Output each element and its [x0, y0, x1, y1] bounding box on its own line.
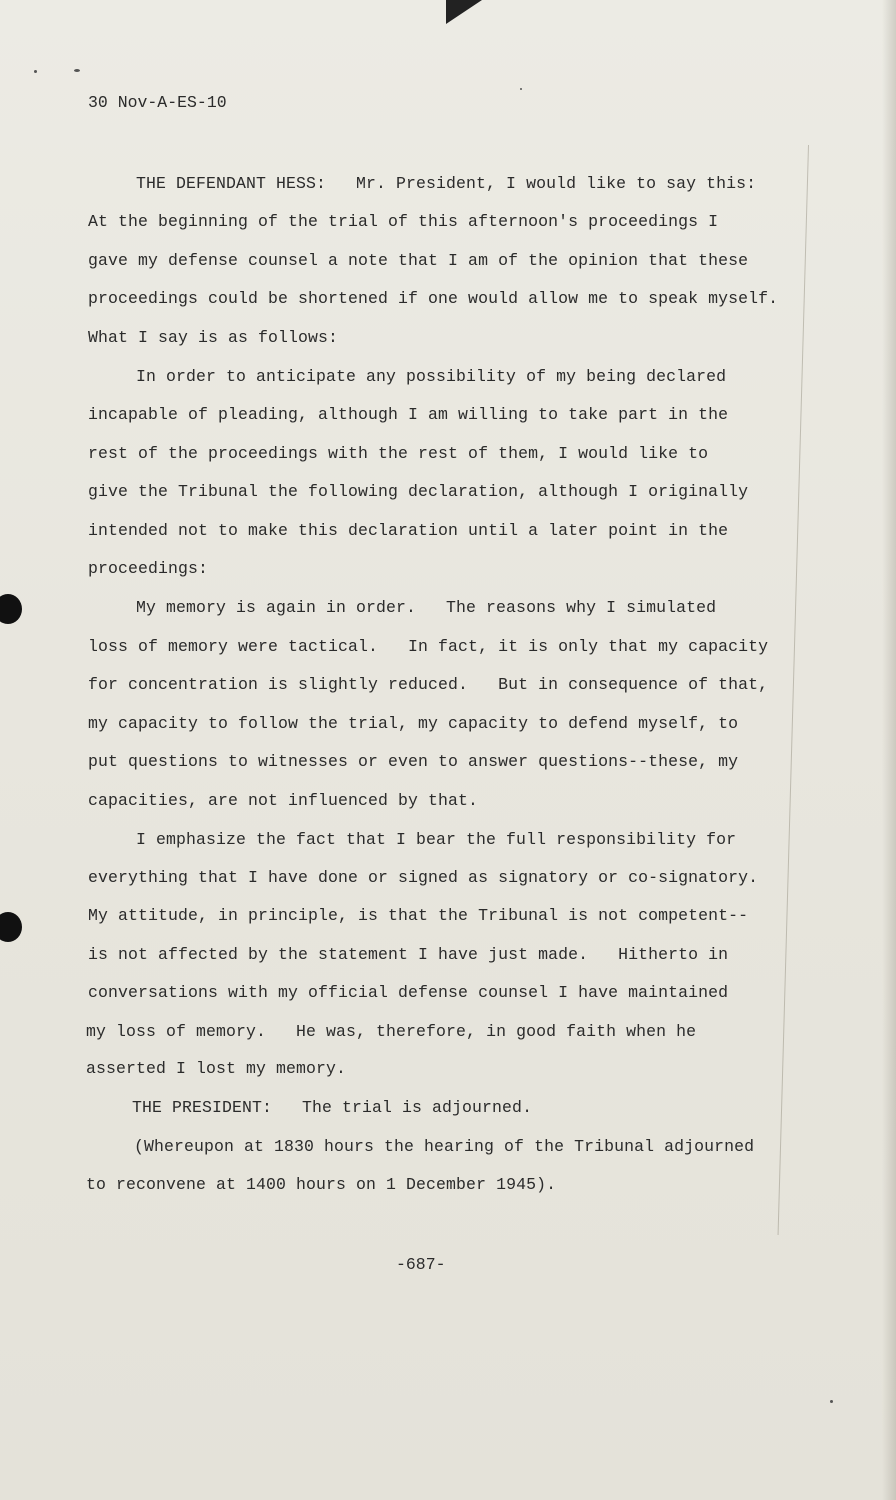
text-line: is not affected by the statement I have just made. Hitherto in [88, 945, 729, 964]
text-line: conversations with my official defense counsel I have maintained [88, 983, 729, 1002]
text-line: (Whereupon at 1830 hours the hearing of the Tribunal adjourned [134, 1137, 755, 1156]
text-line: put questions to witnesses or even to answer questions--these, my [88, 752, 739, 771]
text-line: asserted I lost my memory. [86, 1059, 347, 1078]
text-line: proceedings could be shortened if one would allow me to speak myself. [88, 289, 779, 308]
ink-speck [74, 69, 80, 72]
ink-speck [34, 70, 37, 73]
page-number: -687- [396, 1255, 446, 1274]
page-edge-shadow [882, 0, 896, 1500]
text-line: capacities, are not influenced by that. [88, 791, 479, 810]
text-line: In order to anticipate any possibility of my being declared [136, 367, 727, 386]
text-line: to reconvene at 1400 hours on 1 December 1945). [86, 1175, 557, 1194]
text-line: My attitude, in principle, is that the Tribunal is not competent-- [88, 906, 749, 925]
ink-speck [830, 1400, 833, 1403]
text-line: proceedings: [88, 559, 209, 578]
punch-hole-top [0, 594, 22, 624]
text-line: THE PRESIDENT: The trial is adjourned. [132, 1098, 533, 1117]
text-line: At the beginning of the trial of this afternoon's proceedings I [88, 212, 719, 231]
text-line: loss of memory were tactical. In fact, it is only that my capacity [88, 637, 769, 656]
text-line: I emphasize the fact that I bear the full responsibility for [136, 830, 737, 849]
text-line: THE DEFENDANT HESS: Mr. President, I would like to say this: [136, 174, 757, 193]
text-line: everything that I have done or signed as signatory or co-signatory. [88, 868, 759, 887]
text-line: my loss of memory. He was, therefore, in good faith when he [86, 1022, 697, 1041]
text-line: My memory is again in order. The reasons why I simulated [136, 598, 717, 617]
text-line: incapable of pleading, although I am willing to take part in the [88, 405, 729, 424]
text-line: rest of the proceedings with the rest of them, I would like to [88, 444, 709, 463]
text-line: my capacity to follow the trial, my capacity to defend myself, to [88, 714, 739, 733]
document-code: 30 Nov-A-ES-10 [88, 93, 227, 112]
page-corner-notch [446, 0, 482, 24]
text-line: for concentration is slightly reduced. But in consequence of that, [88, 675, 769, 694]
ink-speck [520, 88, 522, 90]
punch-hole-bottom [0, 912, 22, 942]
text-line: intended not to make this declaration until a later point in the [88, 521, 729, 540]
text-line: What I say is as follows: [88, 328, 339, 347]
text-line: give the Tribunal the following declaration, although I originally [88, 482, 749, 501]
text-line: gave my defense counsel a note that I am of the opinion that these [88, 251, 749, 270]
